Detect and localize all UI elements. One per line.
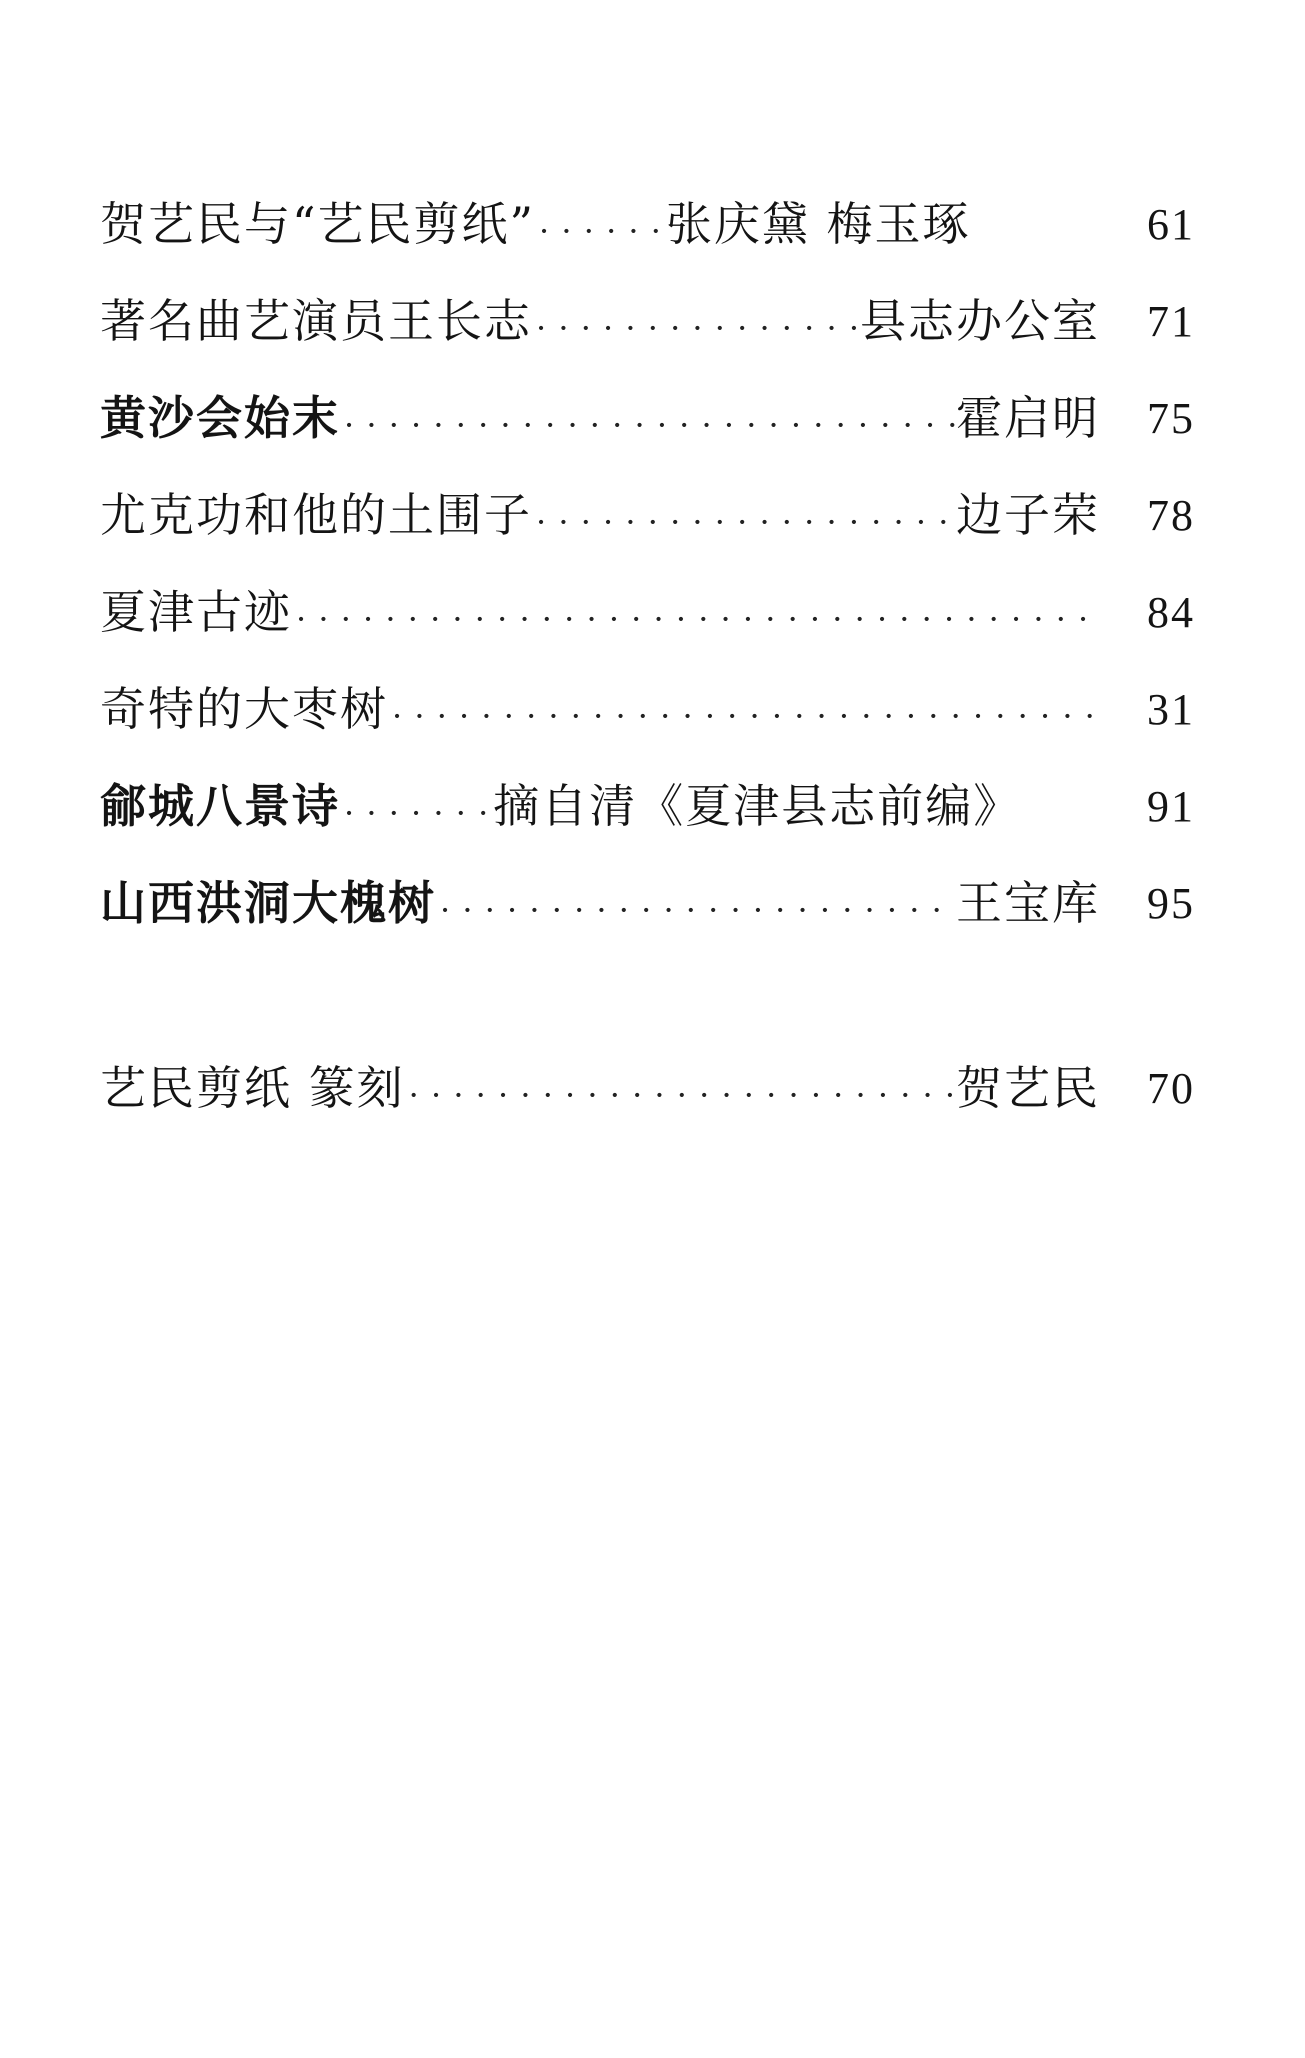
- toc-appendix-entry[interactable]: [100, 1014, 1195, 1115]
- toc-entry-2[interactable]: [100, 247, 1195, 348]
- toc-entry-3[interactable]: [100, 344, 1195, 445]
- entry-author: 边子荣: [956, 488, 1100, 542]
- leader-dots: [532, 312, 860, 344]
- entry-page-number: 61: [1147, 200, 1195, 249]
- entry-page-number: 75: [1147, 394, 1195, 443]
- entry-author: 摘自清《夏津县志前编》: [493, 779, 1022, 833]
- leader-dots: [340, 797, 493, 829]
- entry-title: 山西洪洞大槐树: [100, 876, 436, 930]
- leader-dots: [292, 603, 1100, 635]
- entry-author: 县志办公室: [860, 294, 1100, 348]
- leader-dots: [436, 894, 956, 926]
- entry-page-number: 91: [1147, 782, 1195, 831]
- entry-title: 黄沙会始末: [100, 391, 340, 445]
- entry-title: 艺民剪纸 篆刻: [100, 1061, 405, 1115]
- entry-author: 王宝库: [956, 876, 1100, 930]
- entry-page-number: 78: [1147, 491, 1195, 540]
- leader-dots: [535, 215, 666, 247]
- entry-title: 奇特的大枣树: [100, 682, 388, 736]
- entry-title: 夏津古迹: [100, 585, 292, 639]
- entry-author: 张庆黛 梅玉琢: [665, 197, 971, 251]
- entry-title: 尤克功和他的土围子: [100, 488, 532, 542]
- leader-dots: [340, 409, 956, 441]
- entry-page-number: 31: [1147, 685, 1195, 734]
- entry-author: 霍启明: [956, 391, 1100, 445]
- toc-entry-1[interactable]: [100, 150, 1195, 251]
- toc-entry-8[interactable]: [100, 829, 1195, 930]
- entry-page-number: 71: [1147, 297, 1195, 346]
- toc-entry-4[interactable]: [100, 441, 1195, 542]
- entry-author: 贺艺民: [956, 1061, 1100, 1115]
- entry-page-number: 95: [1147, 879, 1195, 928]
- entry-page-number: 70: [1147, 1064, 1195, 1113]
- toc-entry-6[interactable]: [100, 635, 1195, 736]
- entry-title: 鄃城八景诗: [100, 779, 340, 833]
- toc-entry-7[interactable]: [100, 732, 1195, 833]
- leader-dots: [405, 1079, 956, 1111]
- entry-title: 著名曲艺演员王长志: [100, 294, 532, 348]
- entry-page-number: 84: [1147, 588, 1195, 637]
- leader-dots: [388, 700, 1100, 732]
- toc-entry-5[interactable]: [100, 538, 1195, 639]
- leader-dots: [532, 506, 956, 538]
- entry-title: 贺艺民与“艺民剪纸”: [100, 197, 536, 251]
- table-of-contents: [100, 150, 1195, 1115]
